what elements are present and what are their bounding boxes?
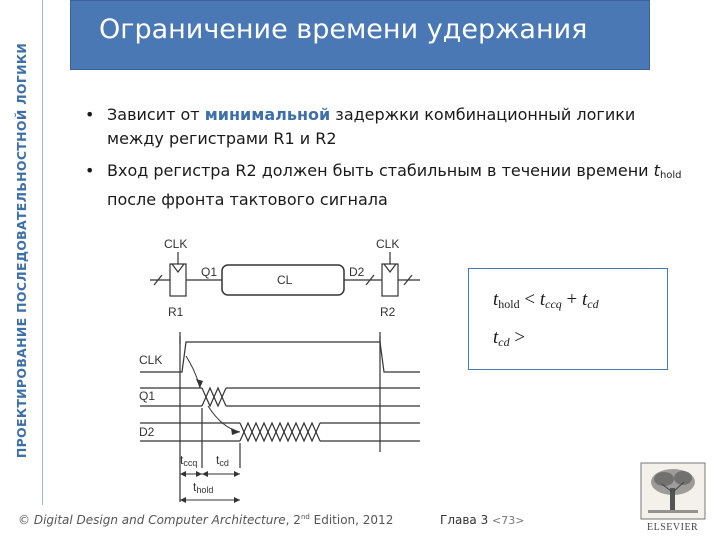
register-r2 bbox=[382, 264, 398, 296]
bullet-1-highlight: минимальной bbox=[204, 105, 331, 124]
bullet-1-text-a: Зависит от bbox=[107, 105, 205, 124]
tcd-label: tcd bbox=[216, 453, 229, 468]
bullet-list bbox=[85, 103, 685, 220]
sidebar-title-text: ПРОЕКТИРОВАНИЕ ПОСЛЕДОВАТЕЛЬНОСТНОЙ ЛОГИКИ bbox=[14, 42, 30, 458]
thold-label: thold bbox=[193, 480, 214, 495]
sidebar-title bbox=[2, 0, 42, 500]
elsevier-wordmark: ELSEVIER bbox=[647, 522, 699, 533]
cl-label: CL bbox=[277, 273, 293, 287]
clk-wave-label: CLK bbox=[139, 353, 163, 367]
sidebar-divider bbox=[42, 0, 43, 505]
page-title: Ограничение времени удержания bbox=[99, 14, 588, 45]
r1-label: R1 bbox=[168, 305, 184, 319]
page-number: <73> bbox=[492, 514, 525, 527]
bullet-item-2 bbox=[85, 159, 685, 212]
q1-label: Q1 bbox=[201, 265, 218, 279]
tccq-label: tccq bbox=[180, 453, 198, 468]
d2-label: D2 bbox=[349, 265, 365, 279]
bullet-1-text-b: задержки комбинационный логики между регистрами R1 и R2 bbox=[107, 105, 636, 148]
formula-line-1: thold < tccq + tcd bbox=[493, 289, 599, 311]
bullet-2-text-a: Вход регистра R2 должен быть стабильным в течении времени bbox=[107, 161, 654, 180]
title-bar bbox=[70, 0, 650, 70]
clk-label-r1: CLK bbox=[164, 237, 188, 251]
bullet-dot-icon: • bbox=[85, 161, 95, 180]
clk-label-r2: CLK bbox=[376, 237, 400, 251]
q1-wave-label: Q1 bbox=[139, 389, 156, 403]
bullet-item-1 bbox=[85, 103, 685, 151]
r2-label: R2 bbox=[380, 305, 396, 319]
formula-box bbox=[468, 268, 668, 370]
hold-time-diagram bbox=[130, 232, 450, 507]
bullet-2-t: t bbox=[653, 161, 660, 180]
chapter-page-indicator bbox=[440, 513, 524, 527]
clk-waveform bbox=[140, 342, 420, 372]
bullet-2-text-b: после фронта тактового сигнала bbox=[107, 190, 388, 209]
register-r1 bbox=[170, 264, 186, 296]
bullet-2-sub: hold bbox=[659, 170, 682, 181]
footer-citation: © Digital Design and Computer Architecture, 2nd Edition, 2012 bbox=[18, 513, 394, 527]
bullet-dot-icon: • bbox=[85, 105, 95, 124]
chapter-label: Глава 3 bbox=[440, 513, 493, 527]
elsevier-tree-logo-icon bbox=[640, 462, 706, 520]
d2-wave-label: D2 bbox=[139, 425, 155, 439]
formula-line-2: tcd > bbox=[493, 327, 526, 349]
